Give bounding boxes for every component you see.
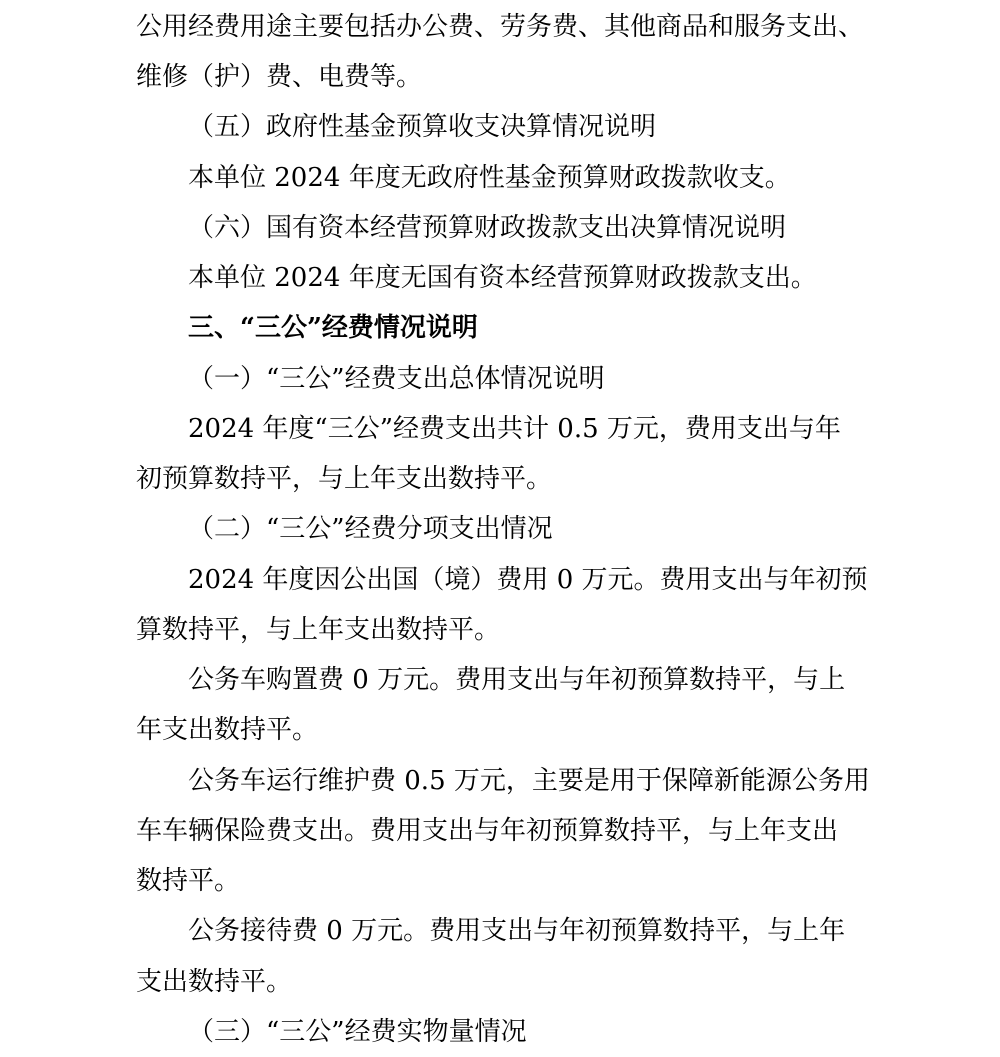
text-line-17: 车车辆保险费支出。费用支出与年初预算数持平，与上年支出	[136, 816, 839, 846]
text-line-15: 年支出数持平。	[136, 715, 319, 745]
text-line-9: 2024 年度“三公”经费支出共计 0.5 万元，费用支出与年	[188, 414, 841, 444]
text-line-14: 公务车购置费 0 万元。费用支出与年初预算数持平，与上	[188, 665, 846, 695]
section-heading-6: （六）国有资本经营预算财政拨款支出决算情况说明	[188, 213, 787, 243]
text-line-4: 本单位 2024 年度无政府性基金预算财政拨款收支。	[188, 163, 791, 193]
chapter-heading-3: 三、“三公”经费情况说明	[188, 313, 478, 343]
text-line-6: 本单位 2024 年度无国有资本经营预算财政拨款支出。	[188, 263, 817, 293]
text-line-12: 2024 年度因公出国（境）费用 0 万元。费用支出与年初预	[188, 565, 868, 595]
subsection-heading-2: （二）“三公”经费分项支出情况	[188, 514, 553, 544]
text-line-10: 初预算数持平，与上年支出数持平。	[136, 464, 553, 494]
text-line-16: 公务车运行维护费 0.5 万元，主要是用于保障新能源公务用	[188, 766, 870, 796]
text-line-20: 支出数持平。	[136, 967, 293, 997]
text-line-2: 维修（护）费、电费等。	[136, 62, 423, 92]
text-line-18: 数持平。	[136, 866, 241, 896]
subsection-heading-3: （三）“三公”经费实物量情况	[188, 1017, 527, 1047]
section-heading-5: （五）政府性基金预算收支决算情况说明	[188, 112, 657, 142]
subsection-heading-1: （一）“三公”经费支出总体情况说明	[188, 364, 605, 394]
text-line-19: 公务接待费 0 万元。费用支出与年初预算数持平，与上年	[188, 916, 846, 946]
text-line-13: 算数持平，与上年支出数持平。	[136, 615, 501, 645]
text-line-1: 公用经费用途主要包括办公费、劳务费、其他商品和服务支出、	[136, 12, 865, 42]
